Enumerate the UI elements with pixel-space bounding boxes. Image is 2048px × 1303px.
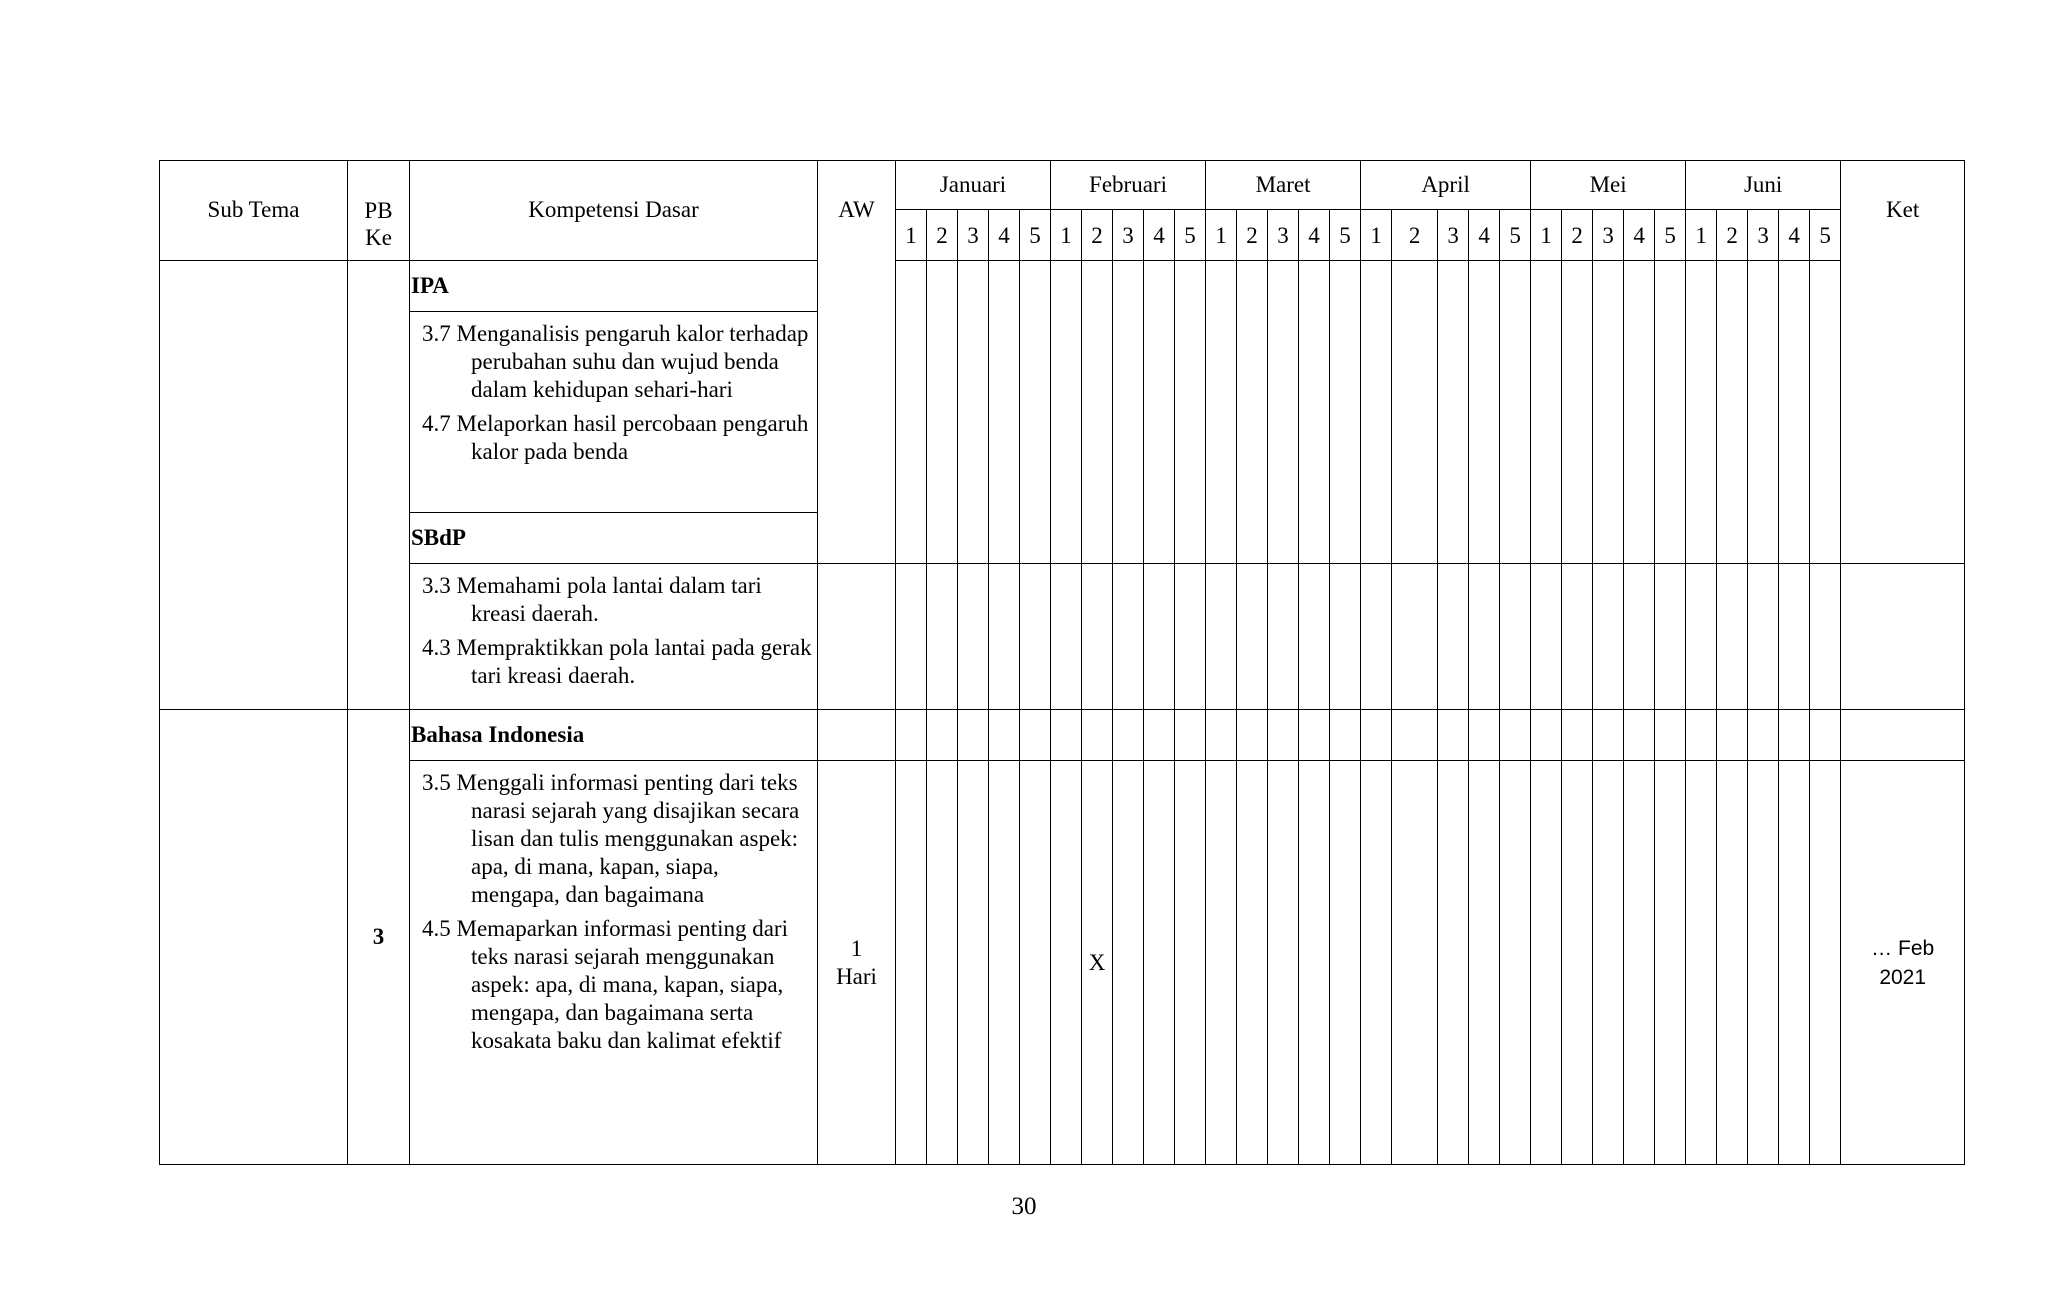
week-number: 5: [1810, 210, 1841, 261]
schedule-cell: [1113, 761, 1144, 1165]
header-pb-ke: PB Ke: [348, 161, 410, 261]
header-ket: Ket: [1841, 161, 1965, 564]
schedule-cell: [1175, 564, 1206, 710]
schedule-cell: [1438, 261, 1469, 564]
schedule-cell: [1593, 710, 1624, 761]
schedule-cell: [1299, 564, 1330, 710]
header-row-months: [160, 161, 1965, 210]
schedule-cell: [1531, 761, 1562, 1165]
schedule-cell: [1237, 710, 1268, 761]
schedule-cell: [1438, 710, 1469, 761]
week-number: 2: [1082, 210, 1113, 261]
pb-number: 3: [348, 710, 410, 1165]
week-number: 2: [1717, 210, 1748, 261]
schedule-cell: [1500, 761, 1531, 1165]
row-pb3-body: [160, 761, 1965, 1165]
week-number: 5: [1500, 210, 1531, 261]
schedule-cell: [927, 710, 958, 761]
ket-cell: [1841, 564, 1965, 710]
schedule-cell: [896, 761, 927, 1165]
schedule-cell: [1206, 564, 1237, 710]
kd-item: 4.3 Mempraktikkan pola lantai pada gerak tari kreasi daerah.: [422, 635, 812, 688]
schedule-cell: [989, 261, 1020, 564]
schedule-cell: [1655, 710, 1686, 761]
schedule-table: [159, 160, 1965, 1165]
kompetensi-items: [410, 564, 818, 710]
schedule-cell: [927, 261, 958, 564]
month-april: April: [1361, 161, 1531, 210]
kompetensi-items: [410, 312, 818, 513]
schedule-cell: [1624, 261, 1655, 564]
schedule-cell: [1686, 261, 1717, 564]
month-maret: Maret: [1206, 161, 1361, 210]
schedule-cell: [1237, 761, 1268, 1165]
week-number: 3: [1748, 210, 1779, 261]
schedule-cell: [1361, 261, 1392, 564]
week-number: 3: [1438, 210, 1469, 261]
kd-item: 3.7 Menganalisis pengaruh kalor terhadap perubahan suhu dan wujud benda dalam kehidupan sehari-hari: [422, 321, 809, 402]
aw-value: 1 Hari: [818, 761, 896, 1165]
schedule-cell: [1361, 761, 1392, 1165]
subject-bahasa-indonesia: Bahasa Indonesia: [410, 710, 818, 761]
page-number: 30: [1011, 1193, 1037, 1220]
schedule-cell: [1361, 564, 1392, 710]
month-juni: Juni: [1686, 161, 1841, 210]
schedule-cell: [927, 564, 958, 710]
schedule-cell: [1717, 761, 1748, 1165]
sub-tema-cell: [160, 261, 348, 710]
schedule-cell: [1500, 564, 1531, 710]
schedule-cell: [1299, 761, 1330, 1165]
kd-item: 3.3 Memahami pola lantai dalam tari kreasi daerah.: [422, 573, 762, 626]
schedule-cell: [1748, 261, 1779, 564]
schedule-cell: [1562, 261, 1593, 564]
schedule-cell: [1330, 564, 1361, 710]
schedule-cell: [1655, 564, 1686, 710]
kd-item: 4.5 Memaparkan informasi penting dari teks narasi sejarah menggunakan aspek: apa, di mana, kapan, siapa, mengapa, dan bagaimana serta kosakata baku dan kalimat efektif: [422, 916, 788, 1053]
week-number: 4: [989, 210, 1020, 261]
schedule-cell: [1810, 564, 1841, 710]
schedule-cell: [1206, 710, 1237, 761]
week-number: 4: [1299, 210, 1330, 261]
schedule-cell: [1206, 761, 1237, 1165]
week-number: 3: [958, 210, 989, 261]
schedule-cell: [1438, 761, 1469, 1165]
schedule-cell: [1051, 564, 1082, 710]
schedule-cell: [927, 761, 958, 1165]
schedule-cell: [1082, 261, 1113, 564]
schedule-cell: [1562, 710, 1593, 761]
schedule-cell: [1268, 564, 1299, 710]
schedule-cell: [1020, 564, 1051, 710]
schedule-cell: [1082, 710, 1113, 761]
schedule-cell: [1175, 761, 1206, 1165]
schedule-cell: [1686, 564, 1717, 710]
schedule-cell: [1779, 761, 1810, 1165]
week-number: 5: [1655, 210, 1686, 261]
schedule-cell: [1051, 261, 1082, 564]
schedule-cell: [896, 564, 927, 710]
header-kompetensi-dasar: Kompetensi Dasar: [410, 161, 818, 261]
ket-value: … Feb 2021: [1841, 761, 1965, 1165]
subject-ipa: IPA: [410, 261, 818, 312]
schedule-cell: [1779, 261, 1810, 564]
schedule-cell: [896, 261, 927, 564]
schedule-cell: [1562, 761, 1593, 1165]
schedule-cell: [1593, 564, 1624, 710]
week-number: 1: [896, 210, 927, 261]
schedule-cell: [1330, 261, 1361, 564]
row-sbdp-body: [160, 564, 1965, 710]
schedule-cell: [1268, 761, 1299, 1165]
schedule-cell: [1237, 261, 1268, 564]
week-number: 1: [1051, 210, 1082, 261]
week-number: 3: [1268, 210, 1299, 261]
week-number: 1: [1206, 210, 1237, 261]
schedule-cell: [1144, 261, 1175, 564]
header-sub-tema: Sub Tema: [160, 161, 348, 261]
schedule-cell: [1175, 710, 1206, 761]
schedule-cell: [1020, 261, 1051, 564]
schedule-cell: [1500, 261, 1531, 564]
schedule-cell: [1686, 710, 1717, 761]
kompetensi-items: [410, 761, 818, 1165]
week-number: 1: [1686, 210, 1717, 261]
month-mei: Mei: [1531, 161, 1686, 210]
schedule-cell: [1299, 261, 1330, 564]
schedule-cell: [1810, 710, 1841, 761]
schedule-cell: [1655, 761, 1686, 1165]
schedule-cell: [1810, 761, 1841, 1165]
schedule-cell: [1469, 564, 1500, 710]
schedule-cell: [1686, 761, 1717, 1165]
schedule-cell: [1438, 564, 1469, 710]
week-number: 4: [1624, 210, 1655, 261]
week-number: 2: [927, 210, 958, 261]
schedule-cell: [1624, 761, 1655, 1165]
schedule-cell: [1299, 710, 1330, 761]
week-number: 2: [1562, 210, 1593, 261]
schedule-cell: [1810, 261, 1841, 564]
schedule-cell: [1748, 761, 1779, 1165]
subject-sbdp: SBdP: [410, 513, 818, 564]
schedule-cell: [1113, 710, 1144, 761]
aw-cell: [818, 710, 896, 761]
week-number: 5: [1020, 210, 1051, 261]
kd-item: 4.7 Melaporkan hasil percobaan pengaruh kalor pada benda: [422, 411, 809, 464]
ket-cell: [1841, 710, 1965, 761]
month-januari: Januari: [896, 161, 1051, 210]
week-number: 5: [1175, 210, 1206, 261]
schedule-cell: [1330, 710, 1361, 761]
week-number: 2: [1392, 210, 1438, 261]
schedule-cell: [1175, 261, 1206, 564]
schedule-cell: [1051, 710, 1082, 761]
schedule-cell: [1392, 710, 1438, 761]
schedule-cell: [1500, 710, 1531, 761]
schedule-cell: [1144, 710, 1175, 761]
week-number: 4: [1469, 210, 1500, 261]
schedule-cell: [1206, 261, 1237, 564]
schedule-cell: [1082, 564, 1113, 710]
schedule-cell: [989, 761, 1020, 1165]
week-number: 3: [1113, 210, 1144, 261]
week-number: 2: [1237, 210, 1268, 261]
schedule-cell: [1237, 564, 1268, 710]
schedule-cell: [1113, 564, 1144, 710]
schedule-cell: [1469, 761, 1500, 1165]
schedule-cell: [1748, 710, 1779, 761]
schedule-cell: [1144, 761, 1175, 1165]
sub-tema-cell: [160, 710, 348, 1165]
schedule-cell: [1330, 761, 1361, 1165]
schedule-cell: [1392, 761, 1438, 1165]
schedule-cell: [1144, 564, 1175, 710]
schedule-cell: [958, 564, 989, 710]
schedule-cell: [1655, 261, 1686, 564]
kd-item: 3.5 Menggali informasi penting dari teks narasi sejarah yang disajikan secara lisan dan tulis menggunakan aspek: apa, di mana, kapan, siapa, mengapa, dan bagaimana: [422, 770, 800, 907]
schedule-cell: [1717, 261, 1748, 564]
pb-cell: [348, 261, 410, 710]
schedule-cell: [1469, 261, 1500, 564]
schedule-cell: [1779, 710, 1810, 761]
schedule-cell: [1469, 710, 1500, 761]
schedule-cell: [1593, 761, 1624, 1165]
schedule-cell: [958, 261, 989, 564]
schedule-cell: [1268, 710, 1299, 761]
schedule-cell: [1624, 710, 1655, 761]
week-number: 1: [1531, 210, 1562, 261]
schedule-cell: [1113, 261, 1144, 564]
schedule-cell: [1392, 564, 1438, 710]
schedule-cell: [1531, 564, 1562, 710]
schedule-cell: [989, 564, 1020, 710]
schedule-cell: [896, 710, 927, 761]
schedule-cell: [1020, 761, 1051, 1165]
schedule-cell: [1748, 564, 1779, 710]
schedule-cell: [989, 710, 1020, 761]
week-number: 4: [1779, 210, 1810, 261]
schedule-cell: [958, 761, 989, 1165]
schedule-cell: [1717, 564, 1748, 710]
schedule-cell: [1392, 261, 1438, 564]
schedule-mark: X: [1082, 761, 1113, 1165]
aw-cell: [818, 564, 896, 710]
week-number: 3: [1593, 210, 1624, 261]
week-number: 5: [1330, 210, 1361, 261]
schedule-cell: [1361, 710, 1392, 761]
header-aw: AW: [818, 161, 896, 564]
schedule-cell: [958, 710, 989, 761]
schedule-cell: [1624, 564, 1655, 710]
schedule-cell: [1268, 261, 1299, 564]
schedule-cell: [1531, 261, 1562, 564]
row-pb3-subject: [160, 710, 1965, 761]
schedule-cell: [1020, 710, 1051, 761]
schedule-cell: [1593, 261, 1624, 564]
schedule-cell: [1051, 761, 1082, 1165]
schedule-cell: [1717, 710, 1748, 761]
schedule-cell: [1531, 710, 1562, 761]
month-februari: Februari: [1051, 161, 1206, 210]
week-number: 1: [1361, 210, 1392, 261]
schedule-cell: [1562, 564, 1593, 710]
week-number: 4: [1144, 210, 1175, 261]
row-ipa-subject: [160, 261, 1965, 312]
schedule-cell: [1779, 564, 1810, 710]
